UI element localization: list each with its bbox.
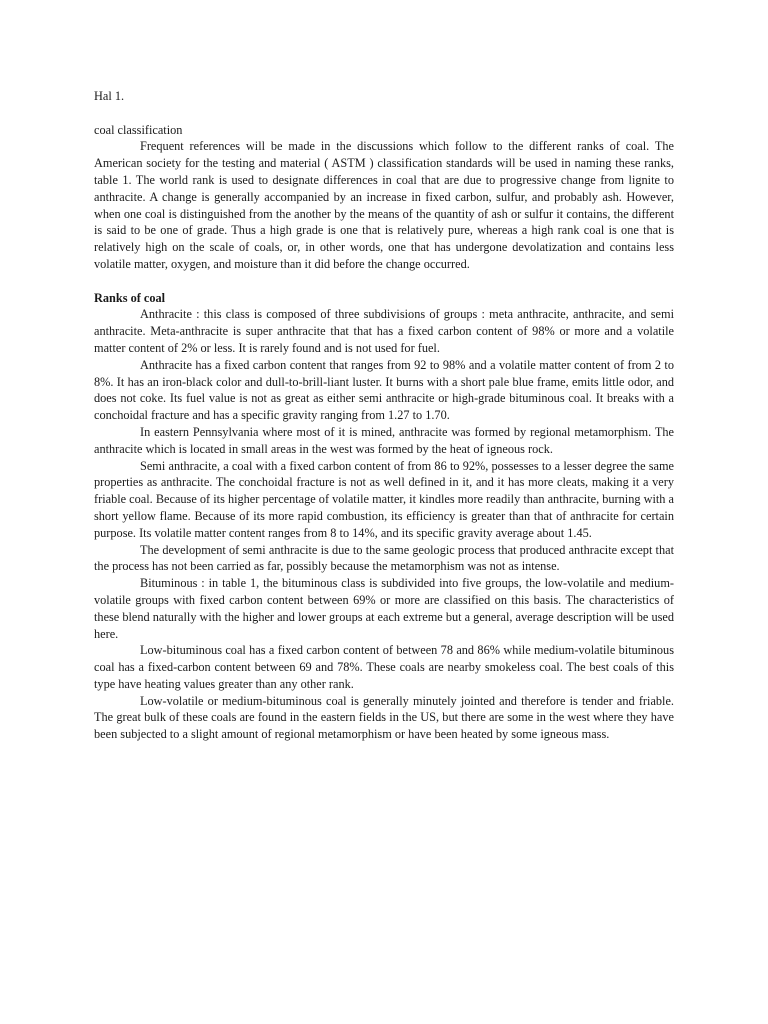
page-label: Hal 1.	[94, 89, 125, 103]
paragraph-semi-anthracite: Semi anthracite, a coal with a fixed carbon content of from 86 to 92%, possesses to a lesser degree the same properties as anthracite. The conchoidal fracture is not as well defined in it, and it has more cleats, making it a very friable coal. Because of its higher percentage of volatile matter, it kindles more readily than anthracite, burning with a short yellow flame. Because of its more rapid combustion, its efficiency is greater than that of anthracite for certain purpose. Its volatile matter content ranges from 8 to 14%, and its specific gravity average about 1.45.	[94, 458, 674, 540]
document-page	[94, 88, 674, 743]
section-title: coal classification	[94, 122, 183, 137]
paragraph-low-bituminous: Low-bituminous coal has a fixed carbon content of between 78 and 86% while medium-volatile bituminous coal has a fixed-carbon content between 69 and 78%. These coals are nearby smokeless coal. The best coals of this type have heating values greater than any other rank.	[94, 643, 674, 691]
paragraph-bituminous: Bituminous : in table 1, the bituminous class is subdivided into five groups, the low-volatile and medium-volatile groups with fixed carbon content between 69% or more are classified on this basis. The characteristics of these blend naturally with the higher and lower groups at each extreme but a general, average description will be used here.	[94, 576, 674, 641]
paragraph-pennsylvania: In eastern Pennsylvania where most of it is mined, anthracite was formed by regional metamorphism. The anthracite which is located in small areas in the west was formed by the heat of igneous rock.	[94, 424, 674, 456]
paragraph-semi-anthracite-development: The development of semi anthracite is due to the same geologic process that produced anthracite except that the process has not been carried as far, possibly because the metamorphism was not as intense.	[94, 542, 674, 574]
ranks-heading: Ranks of coal	[94, 290, 166, 305]
paragraph-low-volatile: Low-volatile or medium-bituminous coal is generally minutely jointed and therefore is tender and friable. The great bulk of these coals are found in the eastern fields in the US, but there are some in the west where they have been subjected to a slight amount of regional metamorphism or have been heated by some igneous mass.	[94, 693, 674, 742]
intro-paragraph: Frequent references will be made in the discussions which follow to the different ranks of coal. The American society for the testing and material ( ASTM ) classification standards will be used in naming these ranks, table 1. The world rank is used to designate differences in coal that are due to progressive change from lignite to anthracite. A change is generally accompanied by an increase in fixed carbon, sulfur, and probably ash. However, when one coal is distinguished from the another by the means of the quantity of ash or sulfur it contains, the different is said to be one of grade. Thus a high grade is one that is relatively pure, whereas a high rank coal is one that is relatively high on the scale of coals, or, in other words, one that has undergone devolatization and contains less volatile matter, oxygen, and moisture than it did before the change occurred.	[94, 139, 674, 271]
paragraph-meta-anthracite: Anthracite : this class is composed of three subdivisions of groups : meta anthracite, anthracite, and semi anthracite. Meta-anthracite is super anthracite that that has a fixed carbon content of 98% or more and a volatile matter content of 2% or less. It is rarely found and is not used for fuel.	[94, 307, 674, 355]
paragraph-anthracite: Anthracite has a fixed carbon content that ranges from 92 to 98% and a volatile matter content of from 2 to 8%. It has an iron-black color and dull-to-brill-liant luster. It burns with a short pale blue frame, emits little odor, and does not coke. Its fuel value is not as great as either semi anthracite or high-grade bituminous coal. It breaks with a conchoidal fracture and has a specific gravity ranging from 1.27 to 1.70.	[94, 357, 674, 423]
